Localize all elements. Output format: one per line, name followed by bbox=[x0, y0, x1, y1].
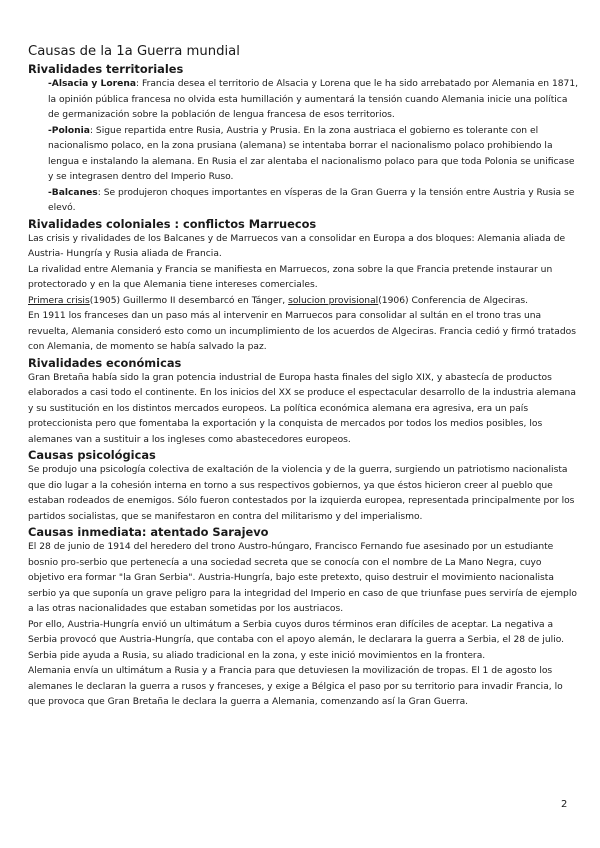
item-lead: -Alsacia y Lorena bbox=[48, 79, 136, 89]
item-text: Sigue repartida entre Rusia, Austria y Prusia. En la zona austriaca el gobierno es tolerante con el nacionalismo polaco, en la zona prusiana (alemana) se intentaba borrar el nacionalismo polaco prohibiendo la lengua e instalando la alemana. En Rusia el zar alentaba el nacionalismo polaco para que toda Polonia se unificase y se integrasen dentro del Imperio Ruso. bbox=[48, 125, 575, 182]
psychological-paragraph: Se produjo una psicología colectiva de exaltación de la violencia y de la guerra, surgiendo un patriotismo nacionalista que dio lugar a la cohesión interna en torno a sus respectivos gobiernos, ya que éstos hicieron creer al pueblo que estaban rodeados de enemigos. Sólo fueron contestados por la izquierda europea, representada principalmente por los partidos socialistas, que se manifestaron en contra del militarismo y del imperialismo. bbox=[28, 465, 575, 522]
heading-immediate: Causas inmediata: atentado Sarajevo bbox=[28, 525, 269, 539]
colonial-paragraph-1: Las crisis y rivalidades de los Balcanes y de Marruecos van a consolidar en Europa a dos bloques: Alemania aliada de Austria- Hungría y Rusia aliada de Francia. bbox=[28, 233, 566, 259]
heading-economic: Rivalidades económicas bbox=[28, 355, 182, 370]
item-text: Se produjeron choques importantes en vísperas de la Gran Guerra y la tensión entre Austria y Rusia se elevó. bbox=[48, 187, 575, 213]
item-alsacia-lorena bbox=[28, 77, 580, 124]
crisis-label: Primera crisis bbox=[28, 295, 90, 306]
item-lead: -Balcanes bbox=[48, 187, 98, 198]
item-separator: : bbox=[89, 125, 96, 136]
crisis-text: (1905) Guillermo II desembarcó en Tánger, bbox=[89, 295, 289, 306]
colonial-paragraph-2: La rivalidad entre Alemania y Francia se manifiesta en Marruecos, zona sobre la que Francia pretende instaurar un protectorado y en la que Alemania tiene intereses comerciales. bbox=[28, 264, 553, 290]
heading-colonial: Rivalidades coloniales : conflictos Marruecos bbox=[28, 216, 317, 231]
immediate-paragraph-2: Por ello, Austria-Hungría envió un ultimátum a Serbia cuyos duros términos eran difíciles de aceptar. La negativa a Serbia provocó que Austria-Hungría, que contaba con el apoyo alemán, le declarara la guerra a Serbia, el 28 de julio. bbox=[28, 619, 565, 645]
solution-text: (1906) Conferencia de Algeciras. bbox=[378, 295, 529, 306]
immediate-paragraph-1: El 28 de junio de 1914 del heredero del trono Austro-húngaro, Francisco Fernando fue asesinado por un estudiante bosnio pro-serbio que pertenecía a una sociedad secreta que se conocía con el nombre de La Mano Negra, cuyo objetivo era formar "la Gran Serbia". Austria-Hungría, bajo este pretexto, quiso destruir el movimiento nacionalista serbio ya que suponía un grave peligro para la integridad del Imperio en caso de que triunfase pues serviría de ejemplo a las otras nacionalidades que estaban sometidas por los austriacos. bbox=[28, 542, 577, 614]
solution-label: solucion provisional bbox=[288, 295, 379, 306]
item-separator: : bbox=[97, 187, 104, 198]
immediate-paragraph-4: Alemania envía un ultimátum a Rusia y a Francia para que detuviesen la movilización de tropas. El 1 de agosto los alemanes le declaran la guerra a rusos y franceses, y exige a Bélgica el paso por su territorio para invadir Francia, lo que provoca que Gran Bretaña le declara la guerra a Alemania, comenzando así la Gran Guerra. bbox=[28, 666, 563, 707]
page-number: 2 bbox=[561, 799, 568, 810]
item-lead: -Polonia bbox=[48, 125, 90, 136]
colonial-crisis-line bbox=[28, 294, 580, 310]
heading-territorial: Rivalidades territoriales bbox=[28, 62, 184, 76]
economic-paragraph: Gran Bretaña había sido la gran potencia industrial de Europa hasta finales del siglo XIX, y abastecía de productos elaborados a casi todo el continente. En los inicios del XX se produce el espectacular desarrollo de la industria alemana y su sustitución en los distintos mercados europeos. La política económica alemana era agresiva, era un país proteccionista pero que fomentaba la exportación y la conquista de mercados por todos los medios posibles, los alemanes van a sustituir a los ingleses como abastecedores europeos. bbox=[28, 372, 576, 445]
colonial-paragraph-3: En 1911 los franceses dan un paso más al intervenir en Marruecos para consolidar al sultán en el trono tras una revuelta, Alemania consideró esto como un incumplimiento de los acuerdos de Algeciras. Francia cedió y firmó tratados con Alemania, de momento se había salvado la paz. bbox=[28, 311, 576, 352]
heading-psychological: Causas psicológicas bbox=[28, 448, 156, 462]
document-page bbox=[28, 44, 580, 711]
item-text: Francia desea el territorio de Alsacia y Lorena que le ha sido arrebatado por Alemania en 1871, la opinión pública francesa no olvida esta humillación y aumentará la tensión cuando Alemania inicie una política de germanización sobre la población de lengua francesa de esos territorios. bbox=[48, 79, 579, 120]
immediate-paragraph-3: Serbia pide ayuda a Rusia, su aliado tradicional en la zona, y este inició movimientos en la frontera. bbox=[28, 650, 486, 661]
item-separator: : bbox=[136, 79, 142, 89]
item-polonia bbox=[28, 124, 580, 186]
item-balcanes bbox=[28, 186, 580, 217]
page-title: Causas de la 1a Guerra mundial bbox=[28, 44, 240, 59]
